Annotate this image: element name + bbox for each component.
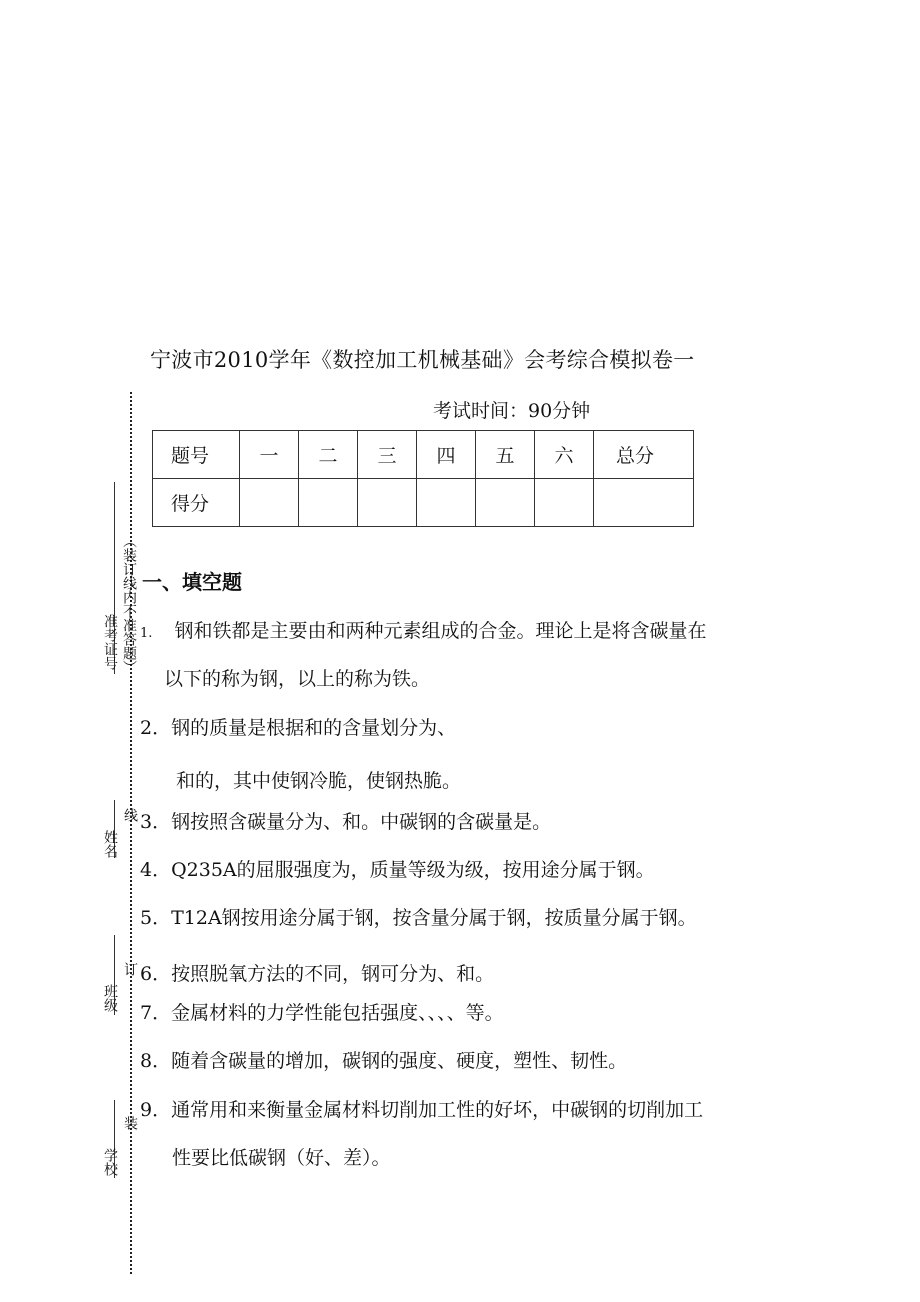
exam-id-label: 准考证号 <box>102 614 118 670</box>
question-3 <box>140 807 551 834</box>
binding-notice: （装订线内不准答题） <box>121 534 137 674</box>
score-table <box>152 430 694 527</box>
question-text: 金属材料的力学性能包括强度、、、、等。 <box>171 1002 504 1024</box>
score-header-cell: 题号 <box>153 431 240 479</box>
score-cell <box>299 479 358 527</box>
question-1-continuation: 以下的称为钢，以上的称为铁。 <box>164 668 431 690</box>
question-9 <box>140 1095 703 1122</box>
score-cell <box>535 479 594 527</box>
question-text: 钢的质量是根据和的含量划分为、 <box>171 717 457 739</box>
question-text: Q235A的屈服强度为，质量等级为级，按用途分属于钢。 <box>171 859 655 881</box>
name-label: 姓名 <box>102 830 118 858</box>
question-number: 1. <box>140 626 153 641</box>
exam-title: 宁波市2010学年《数控加工机械基础》会考综合模拟卷一 <box>150 348 695 372</box>
question-text: 钢按照含碳量分为、和。中碳钢的含碳量是。 <box>171 811 552 833</box>
exam-time: 考试时间：90分钟 <box>433 400 591 422</box>
question-text: 钢和铁都是主要由和两种元素组成的合金。理论上是将含碳量在 <box>174 620 707 642</box>
question-9-continuation: 性要比低碳钢（好、差）。 <box>172 1147 391 1169</box>
question-number: 8． <box>140 1050 172 1072</box>
question-7 <box>140 998 504 1025</box>
question-text: 按照脱氧方法的不同，钢可分为、和。 <box>171 963 495 985</box>
xian-mark: 线 <box>122 808 138 822</box>
zhuang-mark: 装 <box>122 1116 138 1130</box>
class-label: 班级 <box>102 984 118 1012</box>
question-number: 9． <box>140 1099 172 1121</box>
question-2 <box>140 713 456 740</box>
score-table-header-row <box>153 431 694 479</box>
score-row-label: 得分 <box>153 479 240 527</box>
question-2-continuation: 和的，其中使钢冷脆，使钢热脆。 <box>176 770 462 792</box>
score-header-cell: 二 <box>299 431 358 479</box>
question-text: 通常用和来衡量金属材料切削加工性的好坏，中碳钢的切削加工 <box>171 1099 704 1121</box>
score-cell <box>417 479 476 527</box>
question-6 <box>140 959 494 986</box>
ding-mark: 订 <box>122 962 138 976</box>
section-title: 一、填空题 <box>142 570 242 594</box>
question-number: 6． <box>140 963 172 985</box>
score-cell <box>358 479 417 527</box>
question-8 <box>140 1046 627 1073</box>
question-5 <box>140 903 697 930</box>
question-text: T12A钢按用途分属于钢，按含量分属于钢，按质量分属于钢。 <box>171 907 697 929</box>
question-number: 5． <box>140 907 172 929</box>
question-number: 3． <box>140 811 172 833</box>
score-cell <box>594 479 694 527</box>
score-table-score-row <box>153 479 694 527</box>
question-text: 随着含碳量的增加，碳钢的强度、硬度，塑性、韧性。 <box>171 1050 628 1072</box>
school-label: 学校 <box>102 1148 118 1176</box>
score-header-cell: 总分 <box>594 431 694 479</box>
question-number: 2． <box>140 717 172 739</box>
score-cell <box>476 479 535 527</box>
score-header-cell: 一 <box>240 431 299 479</box>
question-1 <box>140 616 706 643</box>
question-4 <box>140 855 655 882</box>
score-header-cell: 四 <box>417 431 476 479</box>
score-header-cell: 六 <box>535 431 594 479</box>
binding-dotted-line <box>130 392 132 1274</box>
score-header-cell: 三 <box>358 431 417 479</box>
score-cell <box>240 479 299 527</box>
question-number: 7． <box>140 1002 172 1024</box>
score-header-cell: 五 <box>476 431 535 479</box>
question-number: 4． <box>140 859 172 881</box>
